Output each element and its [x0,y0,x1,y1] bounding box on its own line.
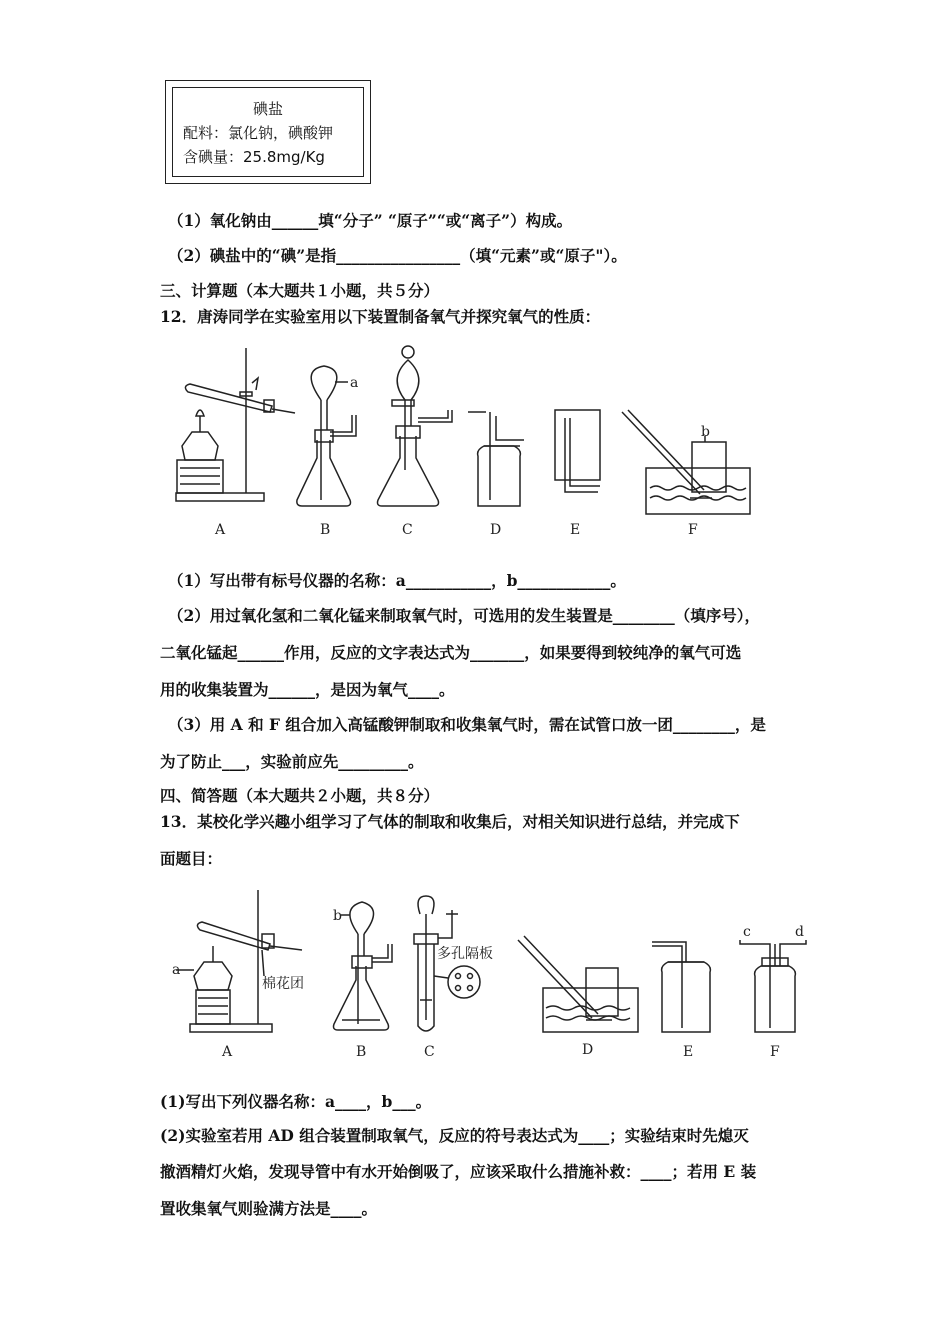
q13-part2-line2: 撤酒精灯火焰，发现导管中有水开始倒吸了，应该采取什么措施补救：____；若用 E 装 [160,1162,757,1181]
q13-cotton-label: 棉花团 [262,976,304,992]
q13-label-a: A [222,1044,233,1060]
q11-part2: （2）碘盐中的“碘”是指________________（填“元素”或“原子"）。 [168,246,627,265]
q13-part1: (1)写出下列仪器名称：a____，b___。 [160,1092,432,1111]
q13-apparatus-a [176,890,302,1032]
salt-label-title: 碘盐 [252,100,283,118]
q12-label-e: E [570,522,581,538]
q12-part2-line1: （2）用过氧化氢和二氧化锰来制取氧气时，可选用的发生装置是________（填序号）， [168,606,761,625]
q13-mark-c: c [743,924,751,940]
q13-stem-line2: 面题目： [160,849,223,868]
q13-mark-b: b [333,908,342,924]
q13-apparatus-d [518,936,638,1032]
q12-part3-line1: （3）用 A 和 F 组合加入高锰酸钾制取和收集氧气时，需在试管口放一团________，是 [168,715,766,734]
q13-mark-d: d [795,924,804,940]
q13-apparatus-b [334,902,393,1030]
q13-label-b: B [356,1044,367,1060]
q13-apparatus-c [414,896,480,1031]
q12-mark-b: b [701,424,710,440]
q13-part2-line3: 置收集氧气则验满方法是____。 [160,1199,378,1218]
q12-part2-line2: 二氧化锰起______作用，反应的文字表达式为_______，如果要得到较纯净的氧气可选 [160,643,742,662]
q13-label-e: E [683,1044,694,1060]
q13-apparatus-f [740,940,806,1032]
q13-apparatus-e [652,942,710,1032]
q12-part1: （1）写出带有标号仪器的名称：a___________，b____________。 [168,571,626,590]
q12-label-b: B [320,522,331,538]
q13-stem-line1: 13．某校化学兴趣小组学习了气体的制取和收集后，对相关知识进行总结，并完成下 [160,812,740,831]
salt-label-ingredients: 配料：氯化钠，碘酸钾 [183,124,334,142]
q13-label-d: D [582,1042,594,1058]
q13-part2-line1: (2)实验室若用 AD 组合装置制取氧气，反应的符号表达式为____；实验结束时先熄灭 [160,1126,749,1145]
q12-part3-line2: 为了防止___，实验前应先_________。 [160,752,424,771]
section3-heading: 三、计算题（本大题共１小题，共５分） [160,281,440,300]
q13-label-f: F [770,1044,780,1060]
q12-mark-a: a [350,375,359,391]
q11-part1: （1）氧化钠由______填“分子” “原子”“或“离子”）构成。 [168,211,573,230]
q13-porous-plate-label: 多孔隔板 [437,946,493,962]
salt-label-iodine-content: 含碘量：25.8mg/Kg [183,148,325,166]
q12-stem: 12．唐涛同学在实验室用以下装置制备氧气并探究氧气的性质： [160,307,601,326]
section4-heading: 四、简答题（本大题共２小题，共８分） [160,786,440,805]
q13-mark-a: a [172,962,181,978]
q12-label-f: F [688,522,698,538]
q12-label-c: C [402,522,413,538]
q12-label-d: D [490,522,502,538]
q13-label-c: C [424,1044,435,1060]
q12-label-a: A [215,522,226,538]
q12-part2-line3: 用的收集装置为______，是因为氧气____。 [160,680,455,699]
